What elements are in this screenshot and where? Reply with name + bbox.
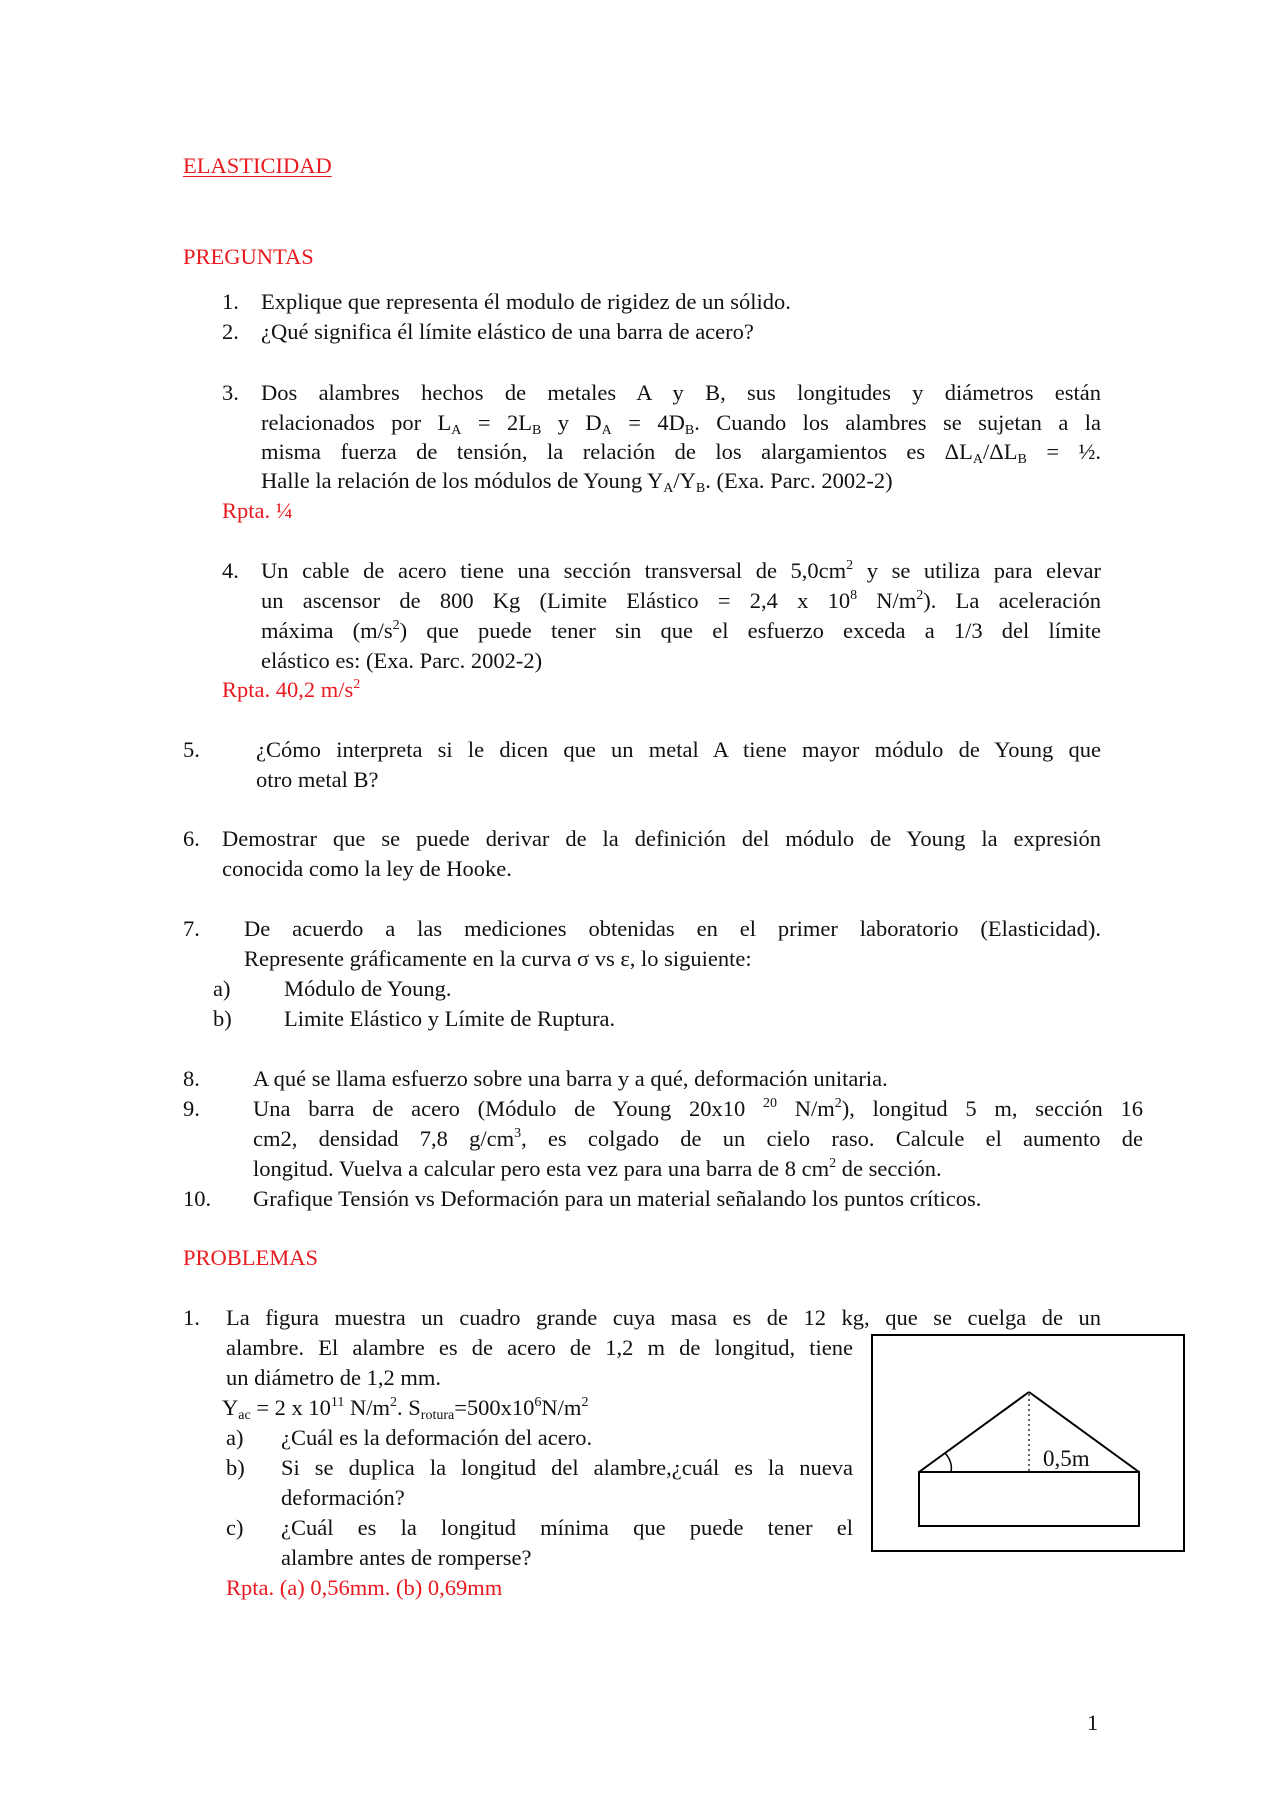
question-number: 6.	[183, 826, 200, 851]
question-text: A qué se llama esfuerzo sobre una barra y a qué, deformación unitaria.	[253, 1066, 888, 1091]
question-text: Halle la relación de los módulos de Young $Y_A/Y_B$. (Exa. Parc. 2002-2)	[261, 468, 893, 496]
question-number: 5.	[183, 737, 200, 762]
document-title: ELASTICIDAD	[183, 153, 332, 178]
item-text: deformación?	[281, 1485, 405, 1510]
question-text: ¿Qué significa él límite elástico de una barra de acero?	[261, 319, 754, 344]
question-text: máxima $(m/s^2)$ que puede tener sin que el esfuerzo exceda a 1/3 del límite	[261, 618, 1101, 643]
angle-arc	[945, 1453, 951, 1472]
question-text: Explique que representa él modulo de rigidez de un sólido.	[261, 289, 791, 314]
wire-left	[919, 1392, 1029, 1472]
item-letter: b)	[213, 1006, 232, 1031]
question-number: 3.	[222, 380, 239, 405]
item-text: Si se duplica la longitud del alambre,¿cuál es la nueva	[281, 1455, 853, 1480]
question-number: 4.	[222, 558, 239, 583]
item-letter: a)	[213, 976, 231, 1001]
answer-text: Rpta. (a) 0,56mm. (b) 0,69mm	[226, 1575, 503, 1600]
question-text: conocida como la ley de Hooke.	[222, 856, 512, 881]
problem-text: un diámetro de 1,2 mm.	[226, 1365, 441, 1390]
question-text: misma fuerza de tensión, la relación de los alargamientos es $\Delta L_A/\Delta L_B$ = ½.	[261, 439, 1101, 467]
question-text: Dos alambres hechos de metales A y B, sus longitudes y diámetros están	[261, 380, 1101, 405]
question-text: De acuerdo a las mediciones obtenidas en el primer laboratorio (Elasticidad).	[244, 916, 1101, 941]
item-text: Limite Elástico y Límite de Ruptura.	[284, 1006, 616, 1031]
section-heading-problems: PROBLEMAS	[183, 1245, 319, 1270]
question-number: 8.	[183, 1066, 200, 1091]
question-number: 2.	[222, 319, 239, 344]
item-text: ¿Cuál es la deformación del acero.	[281, 1425, 593, 1450]
picture-frame	[919, 1472, 1139, 1526]
question-number: 10.	[183, 1186, 212, 1211]
problem-text: alambre. El alambre es de acero de 1,2 m de longitud, tiene	[226, 1335, 853, 1360]
question-text: relacionados por $L_A = 2L_B$ y $D_A = 4D_B$. Cuando los alambres se sujetan a la	[261, 410, 1101, 438]
question-text: longitud. Vuelva a calcular pero esta vez para una barra de 8 $cm^2$ de sección.	[253, 1156, 942, 1181]
question-text: un ascensor de 800 Kg (Limite Elástico = 2,4 x $10^8$ $N/m^2$). La aceleración	[261, 588, 1101, 613]
problem-text: La figura muestra un cuadro grande cuya masa es de 12 kg, que se cuelga de un	[226, 1305, 1101, 1330]
question-text: ¿Cómo interpreta si le dicen que un metal A tiene mayor módulo de Young que	[256, 737, 1101, 762]
question-text: otro metal B?	[256, 767, 379, 792]
question-text: Grafique Tensión vs Deformación para un material señalando los puntos críticos.	[253, 1186, 982, 1211]
section-heading-questions: PREGUNTAS	[183, 244, 314, 269]
answer-text: Rpta. ¼	[222, 498, 293, 523]
hanging-picture-figure	[871, 1334, 1185, 1552]
item-letter: c)	[226, 1515, 244, 1540]
item-text: Módulo de Young.	[284, 976, 452, 1001]
question-text: Una barra de acero (Módulo de Young 20x10 $^{20}$ $N/m^2$), longitud 5 m, sección 16	[253, 1096, 1144, 1121]
height-label: 0,5m	[1043, 1446, 1090, 1471]
question-number: 1.	[222, 289, 239, 314]
item-letter: a)	[226, 1425, 244, 1450]
item-text: ¿Cuál es la longitud mínima que puede tener el	[281, 1515, 853, 1540]
question-text: Demostrar que se puede derivar de la definición del módulo de Young la expresión	[222, 826, 1101, 851]
question-text: Represente gráficamente en la curva σ vs ε, lo siguiente:	[244, 946, 752, 971]
problem-number: 1.	[183, 1305, 200, 1330]
question-number: 7.	[183, 916, 200, 941]
page-number: 1	[1087, 1710, 1099, 1735]
answer-text: Rpta. 40,2 $m/s^2$	[222, 677, 361, 702]
item-letter: b)	[226, 1455, 245, 1480]
question-number: 9.	[183, 1096, 200, 1121]
question-text: cm2, densidad 7,8 $g/cm^3$, es colgado de un cielo raso. Calcule el aumento de	[253, 1126, 1143, 1151]
question-text: Un cable de acero tiene una sección transversal de $5,0cm^2$ y se utiliza para elevar	[261, 558, 1101, 583]
question-text: elástico es: (Exa. Parc. 2002-2)	[261, 648, 543, 673]
figure-drawing	[873, 1336, 1187, 1554]
problem-text: $Y_{ac} = 2$ x $10^{11}$ $N/m^2$. $S_{rotura}=500x10^6N/m^2$	[222, 1395, 589, 1423]
item-text: alambre antes de romperse?	[281, 1545, 532, 1570]
